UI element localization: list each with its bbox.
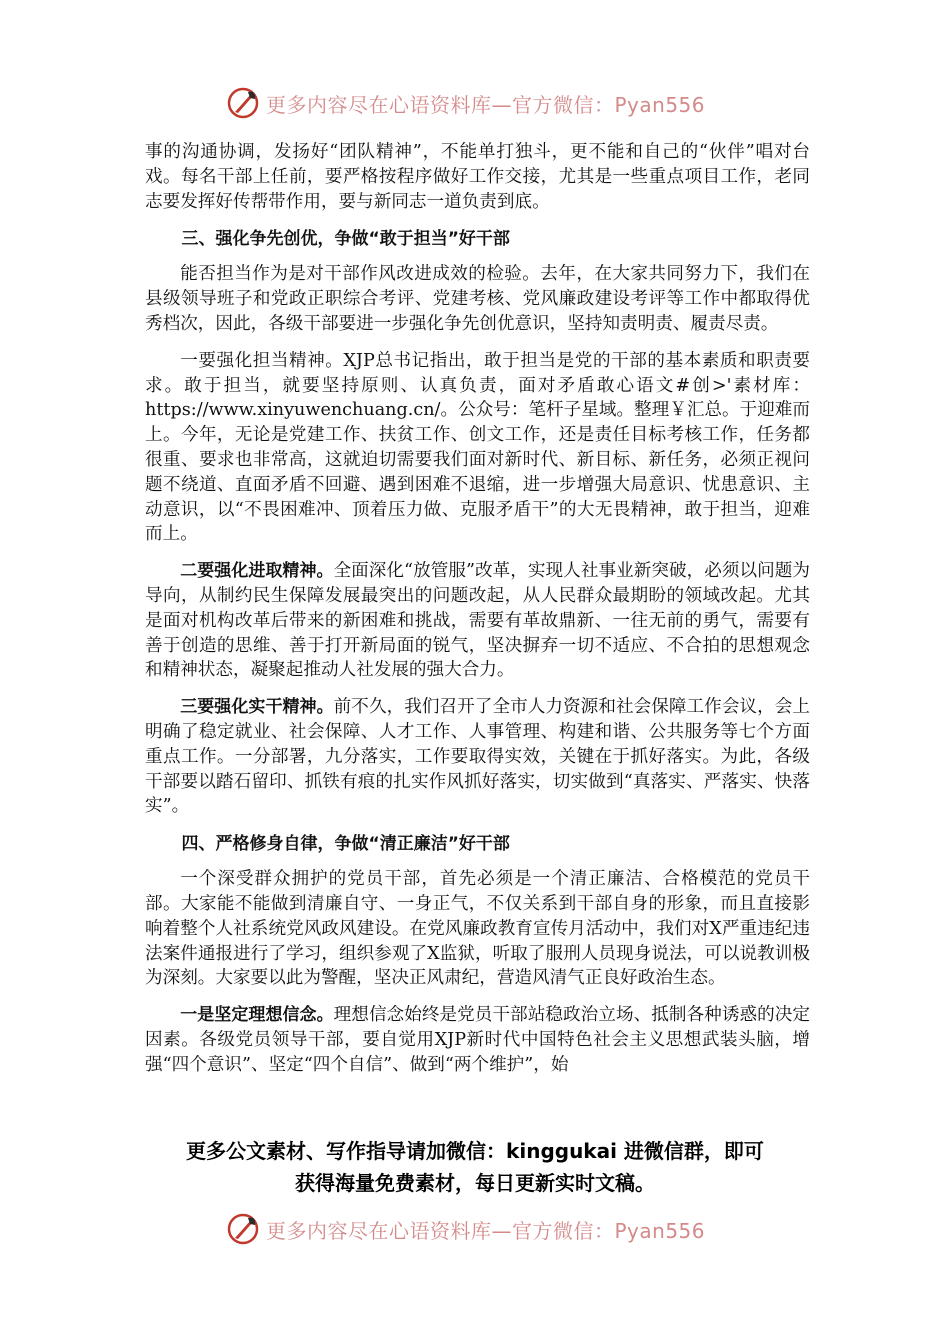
promo-line-2: 获得海量免费素材，每日更新实时文稿。	[295, 1171, 655, 1195]
paragraph-text: 理想信念始终是党员干部站稳政治立场、抵制各种诱惑的决定因素。各级党员领导干部，要自觉用XJP新时代中国特色社会主义思想武装头脑，增强“四个意识”、坚定“四个自信”、做到“两个维护”，始	[145, 1005, 811, 1075]
paragraph-continuation: 事的沟通协调，发扬好“团队精神”，不能单打独斗，更不能和自己的“伙伴”唱对台戏。每名干部上任前，要严格按程序做好工作交接，尤其是一些重点项目工作，老同志要发挥好传帮带作用，要与新同志一道负责到底。	[145, 142, 810, 212]
paragraph: 能否担当作为是对干部作风改进成效的检验。去年，在大家共同努力下，我们在县级领导班子和党政正职综合考评、党建考核、党风廉政建设考评等工作中都取得优秀档次，因此，各级干部要进一步强化争先创优意识，坚持知责明责、履责尽责。	[145, 264, 810, 334]
paragraph	[145, 1003, 810, 1077]
paragraph: 一个深受群众拥护的党员干部，首先必须是一个清正廉洁、合格模范的党员干部。大家能不能做到清廉自守、一身正气，不仅关系到干部自身的形象，而且直接影响着整个人社系统党风政风建设。在党风廉政教育宣传月活动中，我们对X严重违纪违法案件通报进行了学习，组织参观了X监狱，听取了服刑人员现身说法，可以说教训极为深刻。大家要以此为警醒，坚决正风肃纪，营造风清气正良好政治生态。	[145, 869, 810, 989]
paragraph-lead: 二要强化进取精神。	[180, 561, 334, 582]
watermark-banner-bottom	[0, 1208, 950, 1248]
quill-logo-icon	[226, 86, 260, 120]
section-heading-3: 三、强化争先创优，争做“敢于担当”好干部	[181, 229, 510, 250]
paragraph: 一要强化担当精神。XJP总书记指出，敢于担当是党的干部的基本素质和职责要求。敢于担当，就要坚持原则、认真负责，面对矛盾敢心语文#创>'素材库：https://www.xinyuwenchuang.cn/。公众号：笔杆子星域。整理￥汇总。于迎难而上。今年，无论是党建工作、扶贫工作、创文工作，还是责任目标考核工作，任务都很重、要求也非常高，这就迫切需要我们面对新时代、新目标、新任务，必须正视问题不绕道、直面矛盾不回避、遇到困难不退缩，进一步增强大局意识、忧患意识、主动意识，以“不畏困难冲、顶着压力做、克服矛盾干”的大无畏精神，敢于担当，迎难而上。	[145, 350, 810, 545]
paragraph-lead: 一是坚定理想信念。	[180, 1005, 334, 1026]
section-heading-4: 四、严格修身自律，争做“清正廉洁”好干部	[181, 834, 510, 855]
watermark-text: 更多内容尽在心语资料库—官方微信：Pyan556	[266, 92, 706, 117]
quill-logo-icon	[226, 1212, 260, 1246]
paragraph-lead: 三要强化实干精神。	[180, 697, 334, 718]
promo-notice	[120, 1135, 830, 1199]
watermark-text: 更多内容尽在心语资料库—官方微信：Pyan556	[266, 1218, 706, 1243]
paragraph	[145, 695, 810, 819]
paragraph-text: 前不久，我们召开了全市人力资源和社会保障工作会议，会上明确了稳定就业、社会保障、人才工作、人事管理、构建和谐、公共服务等七个方面重点工作。一分部署，九分落实，工作要取得实效，关键在于抓好落实。为此，各级干部要以踏石留印、抓铁有痕的扎实作风抓好落实，切实做到“真落实、严落实、快落实”。	[145, 697, 811, 817]
promo-line-1: 更多公文素材、写作指导请加微信：kinggukai 进微信群，即可	[186, 1139, 764, 1163]
paragraph	[145, 559, 810, 683]
paragraph-text: 全面深化“放管服”改革，实现人社事业新突破，必须以问题为导向，从制约民生保障发展最突出的问题改起，从人民群众最期盼的领域改起。尤其是面对机构改革后带来的新困难和挑战，需要有革故鼎新、一往无前的勇气，需要有善于创造的思维、善于打开新局面的锐气，坚决摒弃一切不适应、不合拍的思想观念和精神状态，凝聚起推动人社发展的强大合力。	[145, 561, 810, 681]
document-body	[145, 140, 810, 1090]
watermark-banner-top	[0, 82, 950, 122]
